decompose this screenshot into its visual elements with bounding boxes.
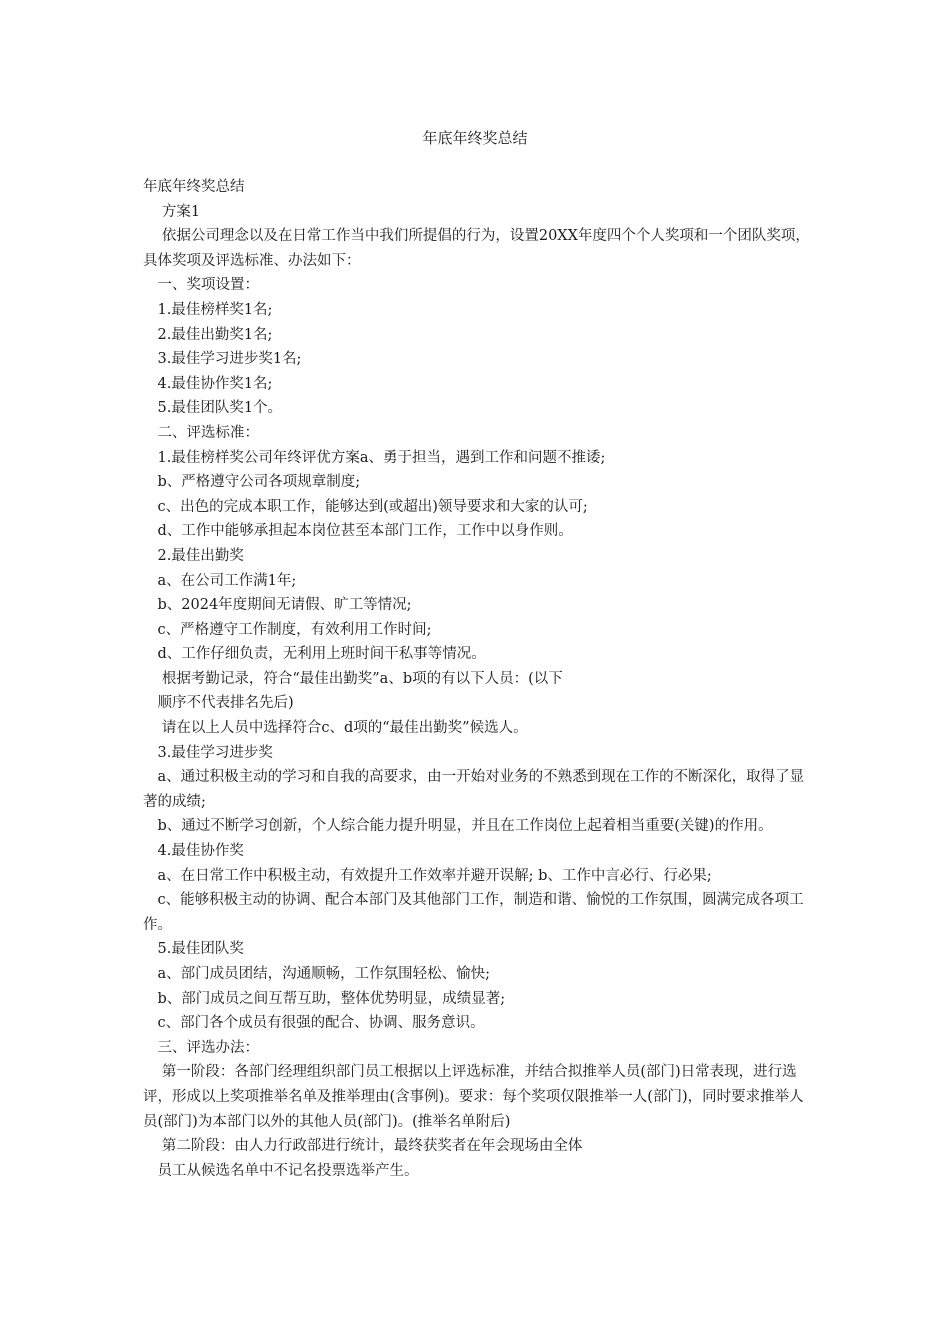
paragraph: 员工从候选名单中不记名投票选举产生。 bbox=[157, 1162, 419, 1179]
paragraph: 第一阶段：各部门经理组织部门员工根据以上评选标准，并结合拟推举人员(部门)日常表现，进行选评，形成以上奖项推举名单及推举理由(含事例)。要求：每个奖项仅限推举一人(部门)，同时要求推举人员(部门)为本部门以外的其他人员(部门)。(推举名单附后) bbox=[143, 1064, 804, 1130]
document-title: 年底年终奖总结 bbox=[422, 129, 528, 147]
paragraph: d、工作仔细负责，无利用上班时间干私事等情况。 bbox=[157, 646, 486, 663]
paragraph: 3.最佳学习进步奖1名; bbox=[157, 351, 302, 368]
document-body bbox=[143, 175, 811, 1183]
paragraph: 4.最佳协作奖 bbox=[157, 843, 244, 860]
paragraph: 三、评选办法： bbox=[157, 1039, 259, 1056]
paragraph: 顺序不代表排名先后) bbox=[157, 695, 294, 712]
paragraph: 依据公司理念以及在日常工作当中我们所提倡的行为，设置20XX年度四个个人奖项和一个团队奖项，具体奖项及评选标准、办法如下： bbox=[143, 228, 810, 269]
paragraph: a、在日常工作中积极主动，有效提升工作效率并避开误解; b、工作中言必行、行必果; bbox=[157, 867, 712, 884]
paragraph: 第二阶段：由人力行政部进行统计，最终获奖者在年会现场由全体 bbox=[161, 1138, 583, 1155]
paragraph: d、工作中能够承担起本岗位甚至本部门工作，工作中以身作则。 bbox=[157, 523, 573, 540]
paragraph: 1.最佳榜样奖公司年终评优方案a、勇于担当，遇到工作和问题不推诿; bbox=[157, 449, 606, 466]
paragraph: 一、奖项设置： bbox=[157, 277, 259, 294]
paragraph: a、通过积极主动的学习和自我的高要求，由一开始对业务的不熟悉到现在工作的不断深化，取得了显著的成绩; bbox=[143, 769, 805, 810]
paragraph: 二、评选标准： bbox=[157, 424, 259, 441]
paragraph: a、在公司工作满1年; bbox=[157, 572, 297, 589]
paragraph: b、2024年度期间无请假、旷工等情况; bbox=[157, 597, 412, 614]
paragraph: b、部门成员之间互帮互助，整体优势明显，成绩显著; bbox=[157, 990, 506, 1007]
paragraph: 5.最佳团队奖 bbox=[157, 941, 244, 958]
paragraph: 1.最佳榜样奖1名; bbox=[157, 301, 273, 318]
paragraph: 请在以上人员中选择符合c、d项的“最佳出勤奖”候选人。 bbox=[161, 720, 528, 737]
paragraph: 5.最佳团队奖1个。 bbox=[157, 400, 283, 417]
paragraph: 方案1 bbox=[161, 203, 201, 220]
paragraph: 年底年终奖总结 bbox=[143, 179, 245, 195]
paragraph: c、能够积极主动的协调、配合本部门及其他部门工作，制造和谐、愉悦的工作氛围，圆满完成各项工作。 bbox=[143, 892, 804, 933]
paragraph: 根据考勤记录，符合“最佳出勤奖”a、b项的有以下人员：(以下 bbox=[161, 670, 563, 687]
paragraph: 2.最佳出勤奖1名; bbox=[157, 326, 273, 343]
paragraph: c、部门各个成员有很强的配合、协调、服务意识。 bbox=[157, 1015, 485, 1032]
paragraph: 3.最佳学习进步奖 bbox=[157, 744, 273, 761]
paragraph: b、通过不断学习创新，个人综合能力提升明显，并且在工作岗位上起着相当重要(关键)的作用。 bbox=[157, 818, 773, 835]
paragraph: 2.最佳出勤奖 bbox=[157, 547, 244, 564]
paragraph: 4.最佳协作奖1名; bbox=[157, 375, 273, 392]
paragraph: c、严格遵守工作制度，有效利用工作时间; bbox=[157, 621, 432, 638]
paragraph: b、严格遵守公司各项规章制度; bbox=[157, 474, 361, 491]
paragraph: c、出色的完成本职工作，能够达到(或超出)领导要求和大家的认可; bbox=[157, 498, 588, 515]
paragraph: a、部门成员团结，沟通顺畅，工作氛围轻松、愉快; bbox=[157, 966, 491, 982]
